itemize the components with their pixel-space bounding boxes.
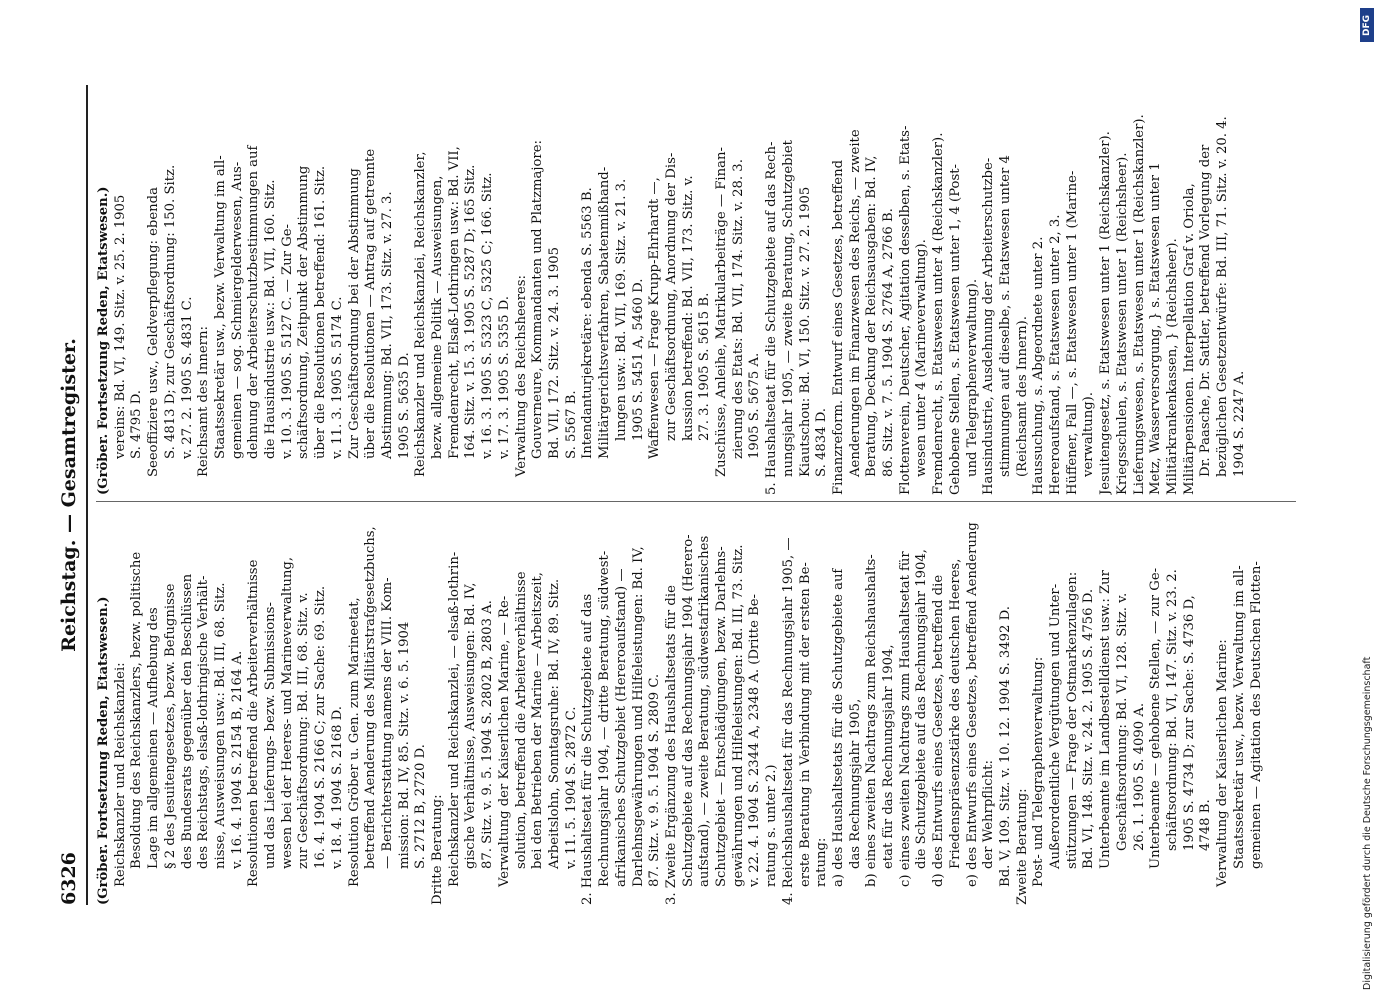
right-column-line: wesen unter 4 (Marineverwaltung). [914,239,930,477]
right-column-line: 27. 3. 1905 S. 5615 B. [697,292,713,441]
right-column-line: Abstimmung: Bd. VII, 173. Sitz. v. 27. 3. [379,191,395,459]
right-column-line: Fremdenrecht, s. Etatswesen unter 4 (Reichskanzler). [931,132,947,495]
right-column-line: Flottenverein, Deutscher, Agitation desselben, s. Etats- [897,125,913,495]
right-column-line: Jesuitengesetz, s. Etatswesen unter 1 (Reichskanzler). [1098,131,1114,495]
right-column-line: v. 11. 3. 1905 S. 5174 C. [329,296,345,459]
right-column-line: Hausindustrie, Ausdehnung der Arbeiterschutzbe- [981,157,997,495]
right-column-line: S. 4813 D; zur Geschäftsordnung: 150. Sitz. [162,164,178,459]
right-column-line: v. 17. 3. 1905 S. 5355 D. [496,296,512,459]
right-column-line: v. 16. 3. 1905 S. 5323 C, 5325 C; 166. Sitz. [480,172,496,459]
left-column-line: 26. 1. 1905 S. 4090 A. [1131,702,1147,851]
left-column-line: v. 22. 4. 1904 S. 2344 A, 2348 A. (Dritte Be- [747,593,763,887]
left-column-line: Außerordentliche Vergütungen und Unter- [1048,583,1064,869]
left-column-line: Reichskanzler und Reichskanzlei, — elsaß-lothrin- [446,551,462,887]
left-column-line: e) des Entwurfs eines Gesetzes, betreffend Aenderung [964,522,980,887]
right-column-line: nungsjahr 1905, — zweite Beratung, Schutzgebiet [780,140,796,477]
right-column-line: 1904 S. 2247 A. [1231,370,1247,477]
right-column-line: die Hausindustrie usw.: Bd. VII, 160. Sitz. [263,179,279,459]
right-column-line: bezüglichen Gesetzentwürfe: Bd. III, 71. Sitz. v. 20. 4. [1215,116,1231,477]
right-column-line: Kiautschou: Bd. VI, 150. Sitz. v. 27. 2. 1905 [797,186,813,477]
right-column-line: Hüffener, Fall —, s. Etatswesen unter 1 (Marine- [1064,170,1080,495]
left-column-line: Unterbeamte — gehobene Stellen, — zur Ge- [1148,567,1164,869]
left-column-line: etat für das Rechnungsjahr 1904, [881,644,897,869]
left-column-line: und das Lieferungs- bezw. Submissions- [263,602,279,869]
right-column-line: Fremdenrecht, Elsaß-Lothringen usw.: Bd. VII, [446,146,462,459]
left-column-line: 4748 B. [1198,799,1214,851]
left-column-line: 1905 S. 4734 D; zur Sache: S. 4736 D, [1181,595,1197,851]
right-column-line: Beratung, Deckung der Reichsausgaben: Bd. IV, [864,155,880,477]
header-rule [86,85,88,905]
right-column-line: über die Resolutionen betreffend: 161. Sitz. [313,165,329,459]
right-column-line: 5. Haushaltsetat für die Schutzgebiete auf das Rech- [764,141,780,495]
right-column-line: Metz, Wasserversorgung, } s. Etatswesen unter 1 [1148,162,1164,495]
right-column-line: Seeoffiziere usw., Geldverpflegung: ebenda [146,187,162,477]
right-column-line: kussion betreffend: Bd. VII, 173. Sitz. v. [680,175,696,441]
right-column-line: 1905 S. 5675 A. [747,352,763,459]
right-column-line: Reichsamt des Innern: [196,326,212,477]
left-column-line: (Gröber. Fortsetzung Reden, Etatswesen.) [96,596,111,905]
right-column-line: verwaltung). [1081,392,1097,477]
right-column-line: über die Resolutionen — Antrag auf getrennte [363,148,379,459]
right-column-line: und Telegraphenverwaltung). [964,278,980,477]
dfg-logo: DFG [1360,8,1374,42]
left-column-line: nisse, Ausweisungen usw.: Bd. III, 68. Sitz. [212,582,228,869]
left-column-line: Staatssekretär usw., bezw. Verwaltung im all- [1231,565,1247,869]
left-column-line: betreffend Aenderung des Militärstrafgesetzbuchs, [363,526,379,869]
left-column-line: Geschäftsordnung: Bd. VI, 128. Sitz. v. [1114,592,1130,851]
left-column-line: aufstand), — zweite Beratung, südwestafrikanisches [697,535,713,887]
left-column-line: zur Geschäftsordnung: Bd. III, 68. Sitz. v. [296,592,312,869]
left-column-line: 4. Reichshaushaltsetat für das Rechnungsjahr 1905, — [780,537,796,905]
left-column-line: Lage im allgemeinen — Aufhebung des [146,607,162,869]
left-column-line: Verwaltung der Kaiserlichen Marine, — Re- [496,595,512,887]
right-column-line: dehnung der Arbeiterschutzbestimmungen auf [246,145,262,459]
right-column-line: stimmungen auf dieselbe, s. Etatswesen unter 4 [997,155,1013,477]
left-column-line: gische Verhältnisse, Ausweisungen: Bd. IV, [463,582,479,869]
left-column-line: Schutzgebiete auf das Rechnungsjahr 1904 (Herero- [680,534,696,887]
left-column-line: ratung s. unter 2.) [764,764,780,887]
right-column-line: zierung des Etats: Bd. VII, 174. Sitz. v. 28. 3. [730,159,746,459]
right-column-line: Militärpensionen. Interpellation Graf v. Oriola, [1181,183,1197,495]
left-column-line: des Bundesrats gegenüber den Beschlüssen [179,573,195,869]
right-column-line: S. 4834 D. [814,408,830,477]
left-column-line: 87. Sitz. v. 9. 5. 1904 S. 2802 B, 2803 A. [480,600,496,869]
right-column-line: gemeinen — sog. Schmiergelderwesen, Aus- [229,161,245,459]
right-column-line: Militärkrankenkassen, } (Reichsheer). [1165,238,1180,495]
right-column-line: 1905 S. 5635 D. [396,352,412,459]
right-column-line: Haussuchung, s. Abgeordnete unter 2. [1031,236,1047,495]
left-column-line: gewährungen und Hilfeleistungen: Bd. III, 73. Sitz. [730,544,746,887]
left-column-line: Reichskanzler und Reichskanzlei: [112,662,128,887]
left-column-line: erste Beratung in Verbindung mit der ersten Be- [797,562,813,887]
right-column-line: (Gröber. Fortsetzung Reden, Etatswesen.) [96,186,111,495]
right-column-line: zur Geschäftsordnung, Anordnung der Dis- [663,152,679,441]
right-column-line: lungen usw.: Bd. VII, 169. Sitz. v. 21. 3. [613,178,629,441]
right-column-line: schäftsordnung, Zeitpunkt der Abstimmung [296,165,312,459]
right-column-line: Gouverneure, Kommandanten und Platzmajore: [530,140,546,459]
left-column-line: d) des Entwurfs eines Gesetzes, betreffend die [931,574,947,887]
right-column-line: Aenderungen im Finanzwesen des Reichs, — zweite [847,129,863,477]
right-column-line: Militärgerichtsverfahren, Sabatenmißhand- [597,166,613,459]
right-column-line: Lieferungswesen, s. Etatswesen unter 1 (Reichskanzler). [1131,114,1147,495]
right-column-line: S. 5567 B. [563,390,579,459]
left-column-line: Arbeitslohn, Sonntagsruhe: Bd. IV, 89. Sitz. [546,578,562,869]
right-column-line: S. 4795 D. [129,390,145,459]
right-column-line: Gehobene Stellen, s. Etatswesen unter 1, 4 (Post- [947,163,963,495]
right-column-line: 164. Sitz. v. 15. 3. 1905 S. 5287 D; 165 Sitz. [463,164,479,459]
left-column-line: Resolution Gröber u. Gen. zum Marineetat, [346,597,362,887]
right-column-line: Verwaltung des Reichsheeres: [513,275,529,477]
right-column-line: 86. Sitz. v. 7. 5. 1904 S. 2764 A, 2766 B. [881,208,897,477]
left-column-line: § 2 des Jesuitengesetzes, bezw. Befugnisse [162,583,178,869]
left-column-line: v. 16. 4. 1904 S. 2154 B, 2164 A. [229,650,245,869]
right-column [96,100,1296,495]
right-column-line: Bd. VII, 172. Sitz. v. 24. 3. 1905 [546,246,562,459]
right-column-line: Hereroaufstand, s. Etatswesen unter 2, 3. [1048,214,1064,495]
left-column-line: die Schutzgebiete auf das Rechnungsjahr 1904, [914,548,930,869]
left-column-line: ratung: [814,837,830,887]
left-column-line: afrikanisches Schutzgebiet (Hereroaufstand) — [613,568,629,887]
left-column-line: 16. 4. 1904 S. 2166 C; zur Sache: 69. Sitz. [313,585,329,869]
left-column-line: Darlehnsgewährungen und Hilfeleistungen: Bd. IV, [630,546,646,887]
left-column-line: das Rechnungsjahr 1905, [847,698,863,869]
right-column-line: Staatssekretär usw., bezw. Verwaltung im all- [212,155,228,459]
left-column-line: Dritte Beratung: [430,794,446,905]
right-column-line: bezw. allgemeine Politik — Ausweisungen, [430,175,446,459]
right-column-line: Finanzreform. Entwurf eines Gesetzes, betreffend [830,159,846,495]
left-column-line: Schutzgebiet — Entschädigungen, bezw. Darlehns- [714,546,730,887]
left-column-line: Verwaltung der Kaiserlichen Marine: [1215,639,1231,887]
left-column-line: Bd. VI, 148. Sitz. v. 24. 2. 1905 S. 4756 D. [1081,588,1097,869]
running-head [58,85,84,905]
right-column-line: Kriegsschulen, s. Etatswesen unter 1 (Reichsheer). [1114,152,1130,495]
column-divider [96,501,1296,502]
page-number: 6326 [58,852,80,905]
left-column-line: Bd. V, 109. Sitz. v. 10. 12. 1904 S. 3492 D. [997,606,1013,887]
right-column-line: Zuschüsse, Anleihe, Matrikularbeiträge — Finan- [714,147,730,477]
left-column-line: gemeinen — Agitation des Deutschen Flotten- [1248,561,1264,869]
right-column-line: Dr. Paasche, Dr. Sattler, betreffend Vorlegung der [1198,144,1214,477]
left-column-line: Friedenspräsenzstärke des deutschen Heeres, [947,558,963,869]
left-column-line: wesen bei der Heeres- und Marineverwaltung, [279,556,295,869]
left-column-line: Post- und Telegraphenverwaltung: [1031,656,1047,887]
left-column-line: bei den Betrieben der Marine — Arbeitszeit, [530,572,546,869]
right-column-line: v. 10. 3. 1905 S. 5127 C. — Zur Ge- [279,224,295,459]
right-column-line: (Reichsamt des Innern). [1014,316,1030,477]
digitization-note: Digitalisierung gefördert durch die Deutsche Forschungsgemeinschaft [1362,656,1373,990]
left-column-line: b) eines zweiten Nachtrags zum Reichshaushalts- [864,554,880,887]
right-column-line: Reichskanzler und Reichskanzlei, Reichskanzler, [413,151,429,477]
left-column-line: v. 11. 5. 1904 S. 2872 C. [563,706,579,869]
left-column-line: mission: Bd. IV, 85. Sitz. v. 6. 5. 1904 [396,621,412,869]
left-column-line: a) des Haushaltsetats für die Schutzgebiete auf [830,568,846,887]
left-column [96,510,1296,905]
left-column-line: Unterbeamte im Landbestelldienst usw.: Zur [1098,570,1114,869]
left-column-line: Rechnungsjahr 1904, — dritte Beratung, südwest- [597,550,613,887]
left-column-line: 87. Sitz. v. 9. 5. 1904 S. 2809 C. [647,673,663,887]
left-column-line: schäftsordnung: Bd. VI, 147. Sitz. v. 23. 2. [1165,569,1180,851]
left-column-line: des Reichstags, elsaß-lothringische Verhält- [196,575,212,869]
left-column-line: Resolutionen betreffend die Arbeiterverhältnisse [246,559,262,887]
right-column-line: Waffenwesen — Frage Krupp-Ehrhardt —, [647,177,663,459]
right-column-line: Zur Geschäftsordnung bei der Abstimmung [346,168,362,459]
left-column-line: Besoldung des Reichskanzlers, bezw. politische [129,551,145,869]
left-column-line: Zweite Beratung: [1014,788,1030,905]
left-column-line: v. 18. 4. 1904 S. 2168 D. [329,706,345,869]
right-column-line: v. 27. 2. 1905 S. 4831 C. [179,296,195,459]
right-column-line: vereins: Bd. VI, 149. Sitz. v. 25. 2. 1905 [112,194,128,459]
left-column-line: — Berichterstattung namens der VIII. Kom- [379,577,395,869]
left-column-line: c) eines zweiten Nachtrags zum Haushaltsetat für [897,551,913,887]
page-title: Reichstag. — Gesamtregister. [58,338,80,652]
right-column-line: Intendanturjekretäre: ebenda S. 5563 B. [580,187,596,459]
left-column-line: S. 2712 B, 2720 D. [413,744,429,869]
left-column-line: 2. Haushaltsetat für die Schutzgebiete auf das [580,593,596,905]
left-column-line: der Wehrpflicht: [981,760,997,869]
right-column-line: 1905 S. 5451 A, 5460 D. [630,278,646,441]
left-column-line: solution, betreffend die Arbeiterverhältnisse [513,571,529,869]
left-column-line: stützungen — Frage der Ostmarkenzulagen: [1064,571,1080,869]
left-column-line: 3. Zweite Ergänzung des Haushaltsetats für die [663,585,679,905]
